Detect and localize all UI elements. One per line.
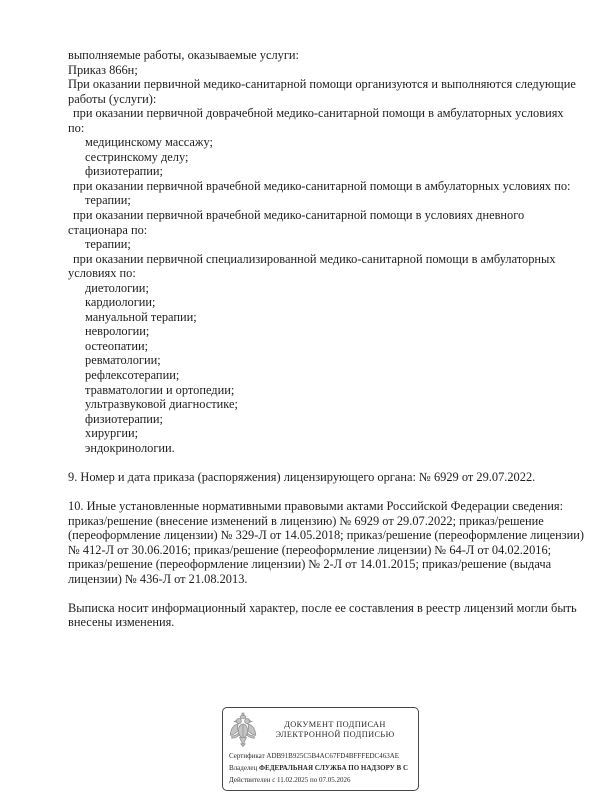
text-line: терапии; (85, 193, 131, 208)
text-line: хирургии; (85, 426, 139, 441)
certificate-label: Сертификат (229, 752, 265, 760)
document-text (68, 48, 585, 630)
text-line: физиотерапии; (85, 164, 163, 179)
text-line: при оказании первичной специализированной медико-санитарной помощи в амбулаторных (73, 251, 556, 266)
text-line: выполняемые работы, оказываемые услуги: (68, 48, 300, 62)
owner-label: Владелец (229, 763, 258, 772)
text-line: при оказании первичной доврачебной медико-санитарной помощи в амбулаторных условиях (73, 106, 564, 121)
text-line: при оказании первичной врачебной медико-санитарной помощи в амбулаторных условиях по: (73, 178, 571, 193)
text-line: приказ/решение (переоформление лицензии) № 2-Л от 14.01.2015; приказ/решение (выдача (68, 557, 552, 572)
text-line: внесены изменения. (68, 615, 175, 630)
validity-line: Действителен с 11.02.2025 по 07.05.2026 (229, 775, 351, 784)
text-line: терапии; (85, 237, 131, 252)
owner-line (229, 763, 418, 775)
text-line: стационара по: (68, 222, 148, 237)
text-line: Выписка носит информационный характер, после ее составления в реестр лицензий могли быть (68, 600, 577, 615)
text-line: физиотерапии; (85, 411, 163, 426)
certificate-value: ADB91B925C5B4AC67FD4BFFFEDC463AE (266, 752, 400, 760)
text-line: медицинскому массажу; (85, 135, 213, 150)
text-line: приказ/решение (внесение изменений в лицензию) № 6929 от 29.07.2022; приказ/решение (68, 513, 544, 528)
text-line: № 412-Л от 30.06.2016; приказ/решение (переоформление лицензии) № 64-Л от 04.02.2016; (68, 542, 552, 557)
text-line: эндокринологии. (85, 440, 175, 455)
double-headed-eagle-icon (228, 712, 258, 748)
stamp-details (223, 748, 418, 786)
text-line: ревматологии; (85, 353, 161, 368)
text-line: 10. Иные установленные нормативными правовыми актами Российской Федерации сведения: (68, 498, 564, 513)
text-line (68, 455, 548, 470)
text-line: Приказ 866н; (68, 62, 138, 77)
text-line: травматологии и ортопедии; (85, 382, 235, 397)
text-line: лицензии) № 436-Л от 21.08.2013. (68, 571, 248, 586)
electronic-signature-stamp (222, 707, 419, 791)
text-line (68, 586, 548, 601)
text-line: (переоформление лицензии) № 329-Л от 14.05.2018; приказ/решение (переоформление лицензии) (68, 528, 585, 543)
stamp-title-line2: ЭЛЕКТРОННОЙ ПОДПИСЬЮ (275, 730, 395, 739)
text-line: диетологии; (85, 280, 149, 295)
text-line: ультразвуковой диагностике; (85, 397, 238, 412)
text-line: При оказании первичной медико-санитарной помощи организуются и выполняются следующие (68, 77, 576, 92)
text-line: 9. Номер и дата приказа (распоряжения) лицензирующего органа: № 6929 от 29.07.2022. (68, 469, 536, 484)
certificate-line (229, 751, 418, 763)
text-line: сестринскому делу; (85, 149, 189, 164)
text-line: при оказании первичной врачебной медико-санитарной помощи в условиях дневного (73, 208, 525, 223)
text-line: условиях по: (68, 266, 136, 281)
text-line (68, 484, 548, 499)
text-line: мануальной терапии; (85, 309, 197, 324)
text-line: рефлексотерапии; (85, 368, 180, 383)
stamp-title-line1: ДОКУМЕНТ ПОДПИСАН (284, 719, 386, 729)
owner-value: ФЕДЕРАЛЬНАЯ СЛУЖБА ПО НАДЗОРУ В С (259, 763, 409, 772)
text-line: неврологии; (85, 324, 150, 339)
stamp-title (258, 720, 414, 741)
text-line: кардиологии; (85, 295, 156, 310)
text-line: по: (68, 120, 85, 135)
text-line: работы (услуги): (68, 91, 157, 106)
stamp-header (223, 708, 418, 748)
text-line: остеопатии; (85, 338, 149, 353)
